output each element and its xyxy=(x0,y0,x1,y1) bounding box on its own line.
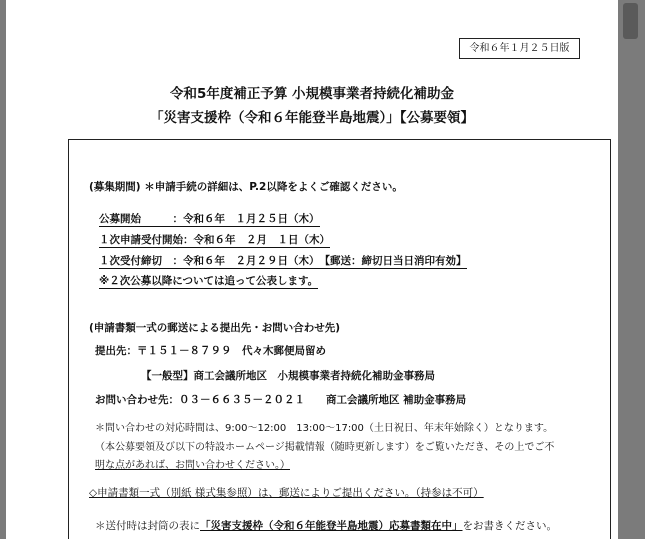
period-heading: (募集期間) ＊申請手続の詳細は、P.2以降をよくご確認ください。 xyxy=(89,181,403,193)
document-page xyxy=(6,0,618,539)
scrollbar-thumb[interactable] xyxy=(623,3,638,39)
envelope-label: 「災害支援枠（令和６年能登半島地震）応募書類在中」 xyxy=(200,520,463,532)
contact-office: 【一般型】商工会議所地区 小規模事業者持続化補助金事務局 xyxy=(141,370,435,382)
period-row-first-deadline: １次受付締切 ：令和６年 ２月２９日（木） 【郵送：締切日当日消印有効】 xyxy=(99,255,467,267)
envelope-prefix: ＊送付時は封筒の表に xyxy=(95,520,200,532)
document-title-line2: 「災害支援枠（令和６年能登半島地震）」【公募要領】 xyxy=(150,110,474,126)
contact-destination: 提出先：〒１５１－８７９９ 代々木郵便局留め xyxy=(95,345,326,357)
submission-text: ◇申請書類一式（別紙 様式集参照）は、郵送によりご提出ください。（持参は不可） xyxy=(89,487,484,499)
envelope-note xyxy=(95,518,557,533)
version-label: 令和６年１月２５日版 xyxy=(459,38,580,59)
contact-hours: ＊問い合わせの対応時間は、9:00～12:00 13:00～17:00（土日祝日、年末年始除く）となります。 xyxy=(95,423,554,434)
contact-web-line2: 明な点があれば、お問い合わせください。） xyxy=(95,460,290,471)
document-title-line1: 令和5年度補正予算 小規模事業者持続化補助金 xyxy=(169,86,455,102)
period-row-first-open: １次申請受付開始：令和６年 ２月 １日（木） xyxy=(99,234,330,246)
contact-phone: お問い合わせ先：０３－６６３５－２０２１ 商工会議所地区 補助金事務局 xyxy=(95,394,467,406)
period-note: ※２次公募以降については追って公表します。 xyxy=(99,275,319,287)
envelope-suffix: をお書きください。 xyxy=(462,520,557,532)
summary-box xyxy=(68,139,611,539)
vertical-scrollbar[interactable] xyxy=(618,0,645,539)
contact-web-line1: （本公募要領及び以下の特設ホームページ掲載情報（随時更新します）をご覧いただき、その上でご不 xyxy=(95,442,555,453)
contact-heading: (申請書類一式の郵送による提出先・お問い合わせ先) xyxy=(89,322,341,334)
period-row-start: 公募開始 ：令和６年 １月２５日（木） xyxy=(99,213,320,225)
